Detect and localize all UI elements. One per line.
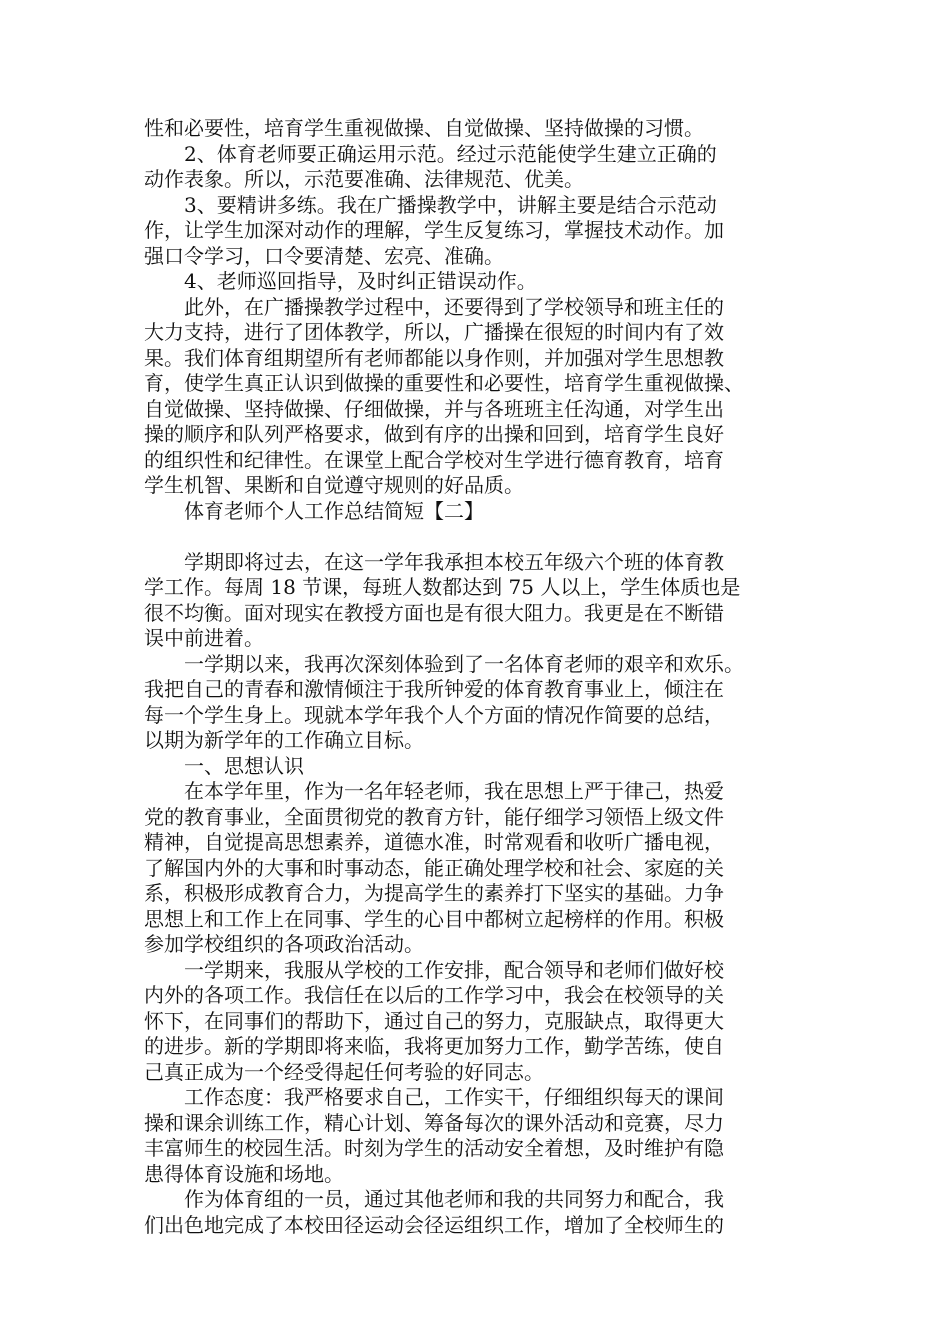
text-line: 3、要精讲多练。我在广播操教学中，讲解主要是结合示范动 <box>144 192 717 217</box>
text-line: 在本学年里，作为一名年轻老师，我在思想上严于律己，热爱 <box>144 779 724 803</box>
text-line: 操的顺序和队列严格要求，做到有序的出操和回到，培育学生良好 <box>144 422 724 446</box>
document-page <box>144 116 820 1238</box>
text-line: 我把自己的青春和激情倾注于我所钟爱的体育教育事业上，倾注在 <box>144 677 724 701</box>
text-line: 学期即将过去，在这一学年我承担本校五年级六个班的体育教 <box>144 549 724 574</box>
text-line: 一学期以来，我再次深刻体验到了一名体育老师的艰辛和欢乐。 <box>144 651 744 676</box>
text-line: 每一个学生身上。现就本学年我个人个方面的情况作简要的总结， <box>144 702 724 727</box>
text-line: 育，使学生真正认识到做操的重要性和必要性，培育学生重视做操、 <box>144 371 744 395</box>
text-line: 性和必要性，培育学生重视做操、自觉做操、坚持做操的习惯。 <box>144 116 704 140</box>
text-line: 4、老师巡回指导，及时纠正错误动作。 <box>144 269 537 293</box>
text-line: 工作态度：我严格要求自己，工作实干，仔细组织每天的课间 <box>144 1085 724 1109</box>
text-line: 了解国内外的大事和时事动态，能正确处理学校和社会、家庭的关 <box>144 855 724 880</box>
text-line: 的组织性和纪律性。在课堂上配合学校对生学进行德育教育，培育 <box>144 447 724 472</box>
text-line: 怀下，在同事们的帮助下，通过自己的努力，克服缺点，取得更大 <box>144 1008 724 1033</box>
text-line: 一学期来，我服从学校的工作安排，配合领导和老师们做好校 <box>144 957 724 982</box>
section-heading: 体育老师个人工作总结简短【二】 <box>144 498 484 523</box>
text-line: 党的教育事业，全面贯彻党的教育方针，能仔细学习领悟上级文件 <box>144 804 724 829</box>
text-line: 大力支持，进行了团体教学，所以，广播操在很短的时间内有了效 <box>144 320 724 344</box>
text-line: 参加学校组织的各项政治活动。 <box>144 932 424 956</box>
text-line: 2、体育老师要正确运用示范。经过示范能使学生建立正确的 <box>144 141 717 166</box>
text-line: 患得体育设施和场地。 <box>144 1161 344 1186</box>
text-line: 自觉做操、坚持做操、仔细做操，并与各班班主任沟通，对学生出 <box>144 396 724 421</box>
blank-line <box>144 524 820 550</box>
text-line: 的进步。新的学期即将来临，我将更加努力工作，勤学苦练，使自 <box>144 1034 724 1058</box>
text-line: 己真正成为一个经受得起任何考验的好同志。 <box>144 1059 544 1084</box>
subsection-heading: 一、思想认识 <box>144 753 304 778</box>
text-line: 此外，在广播操教学过程中，还要得到了学校领导和班主任的 <box>144 294 724 319</box>
text-line: 丰富师生的校园生活。时刻为学生的活动安全着想，及时维护有隐 <box>144 1136 724 1160</box>
text-line: 思想上和工作上在同事、学生的心目中都树立起榜样的作用。积极 <box>144 906 724 931</box>
text-line: 学工作。每周 18 节课，每班人数都达到 75 人以上，学生体质也是 <box>144 575 741 599</box>
text-line: 很不均衡。面对现实在教授方面也是有很大阻力。我更是在不断错 <box>144 600 724 625</box>
text-line: 果。我们体育组期望所有老师都能以身作则，并加强对学生思想教 <box>144 345 724 370</box>
text-line: 操和课余训练工作，精心计划、筹备每次的课外活动和竞赛，尽力 <box>144 1110 724 1135</box>
text-line: 作为体育组的一员，通过其他老师和我的共同努力和配合，我 <box>144 1187 724 1211</box>
text-line: 精神，自觉提高思想素养，道德水准，时常观看和收听广播电视， <box>144 830 724 854</box>
text-line: 内外的各项工作。我信任在以后的工作学习中，我会在校领导的关 <box>144 983 724 1007</box>
text-line: 们出色地完成了本校田径运动会径运组织工作，增加了全校师生的 <box>144 1212 724 1237</box>
text-line: 动作表象。所以，示范要准确、法律规范、优美。 <box>144 167 584 191</box>
text-line: 以期为新学年的工作确立目标。 <box>144 728 424 752</box>
text-line: 强口令学习，口令要清楚、宏亮、准确。 <box>144 243 504 268</box>
text-line: 误中前进着。 <box>144 626 264 650</box>
text-line: 学生机智、果断和自觉遵守规则的好品质。 <box>144 473 524 497</box>
text-line: 作，让学生加深对动作的理解，学生反复练习，掌握技术动作。加 <box>144 218 724 242</box>
text-line: 系，积极形成教育合力，为提高学生的素养打下坚实的基础。力争 <box>144 881 724 905</box>
